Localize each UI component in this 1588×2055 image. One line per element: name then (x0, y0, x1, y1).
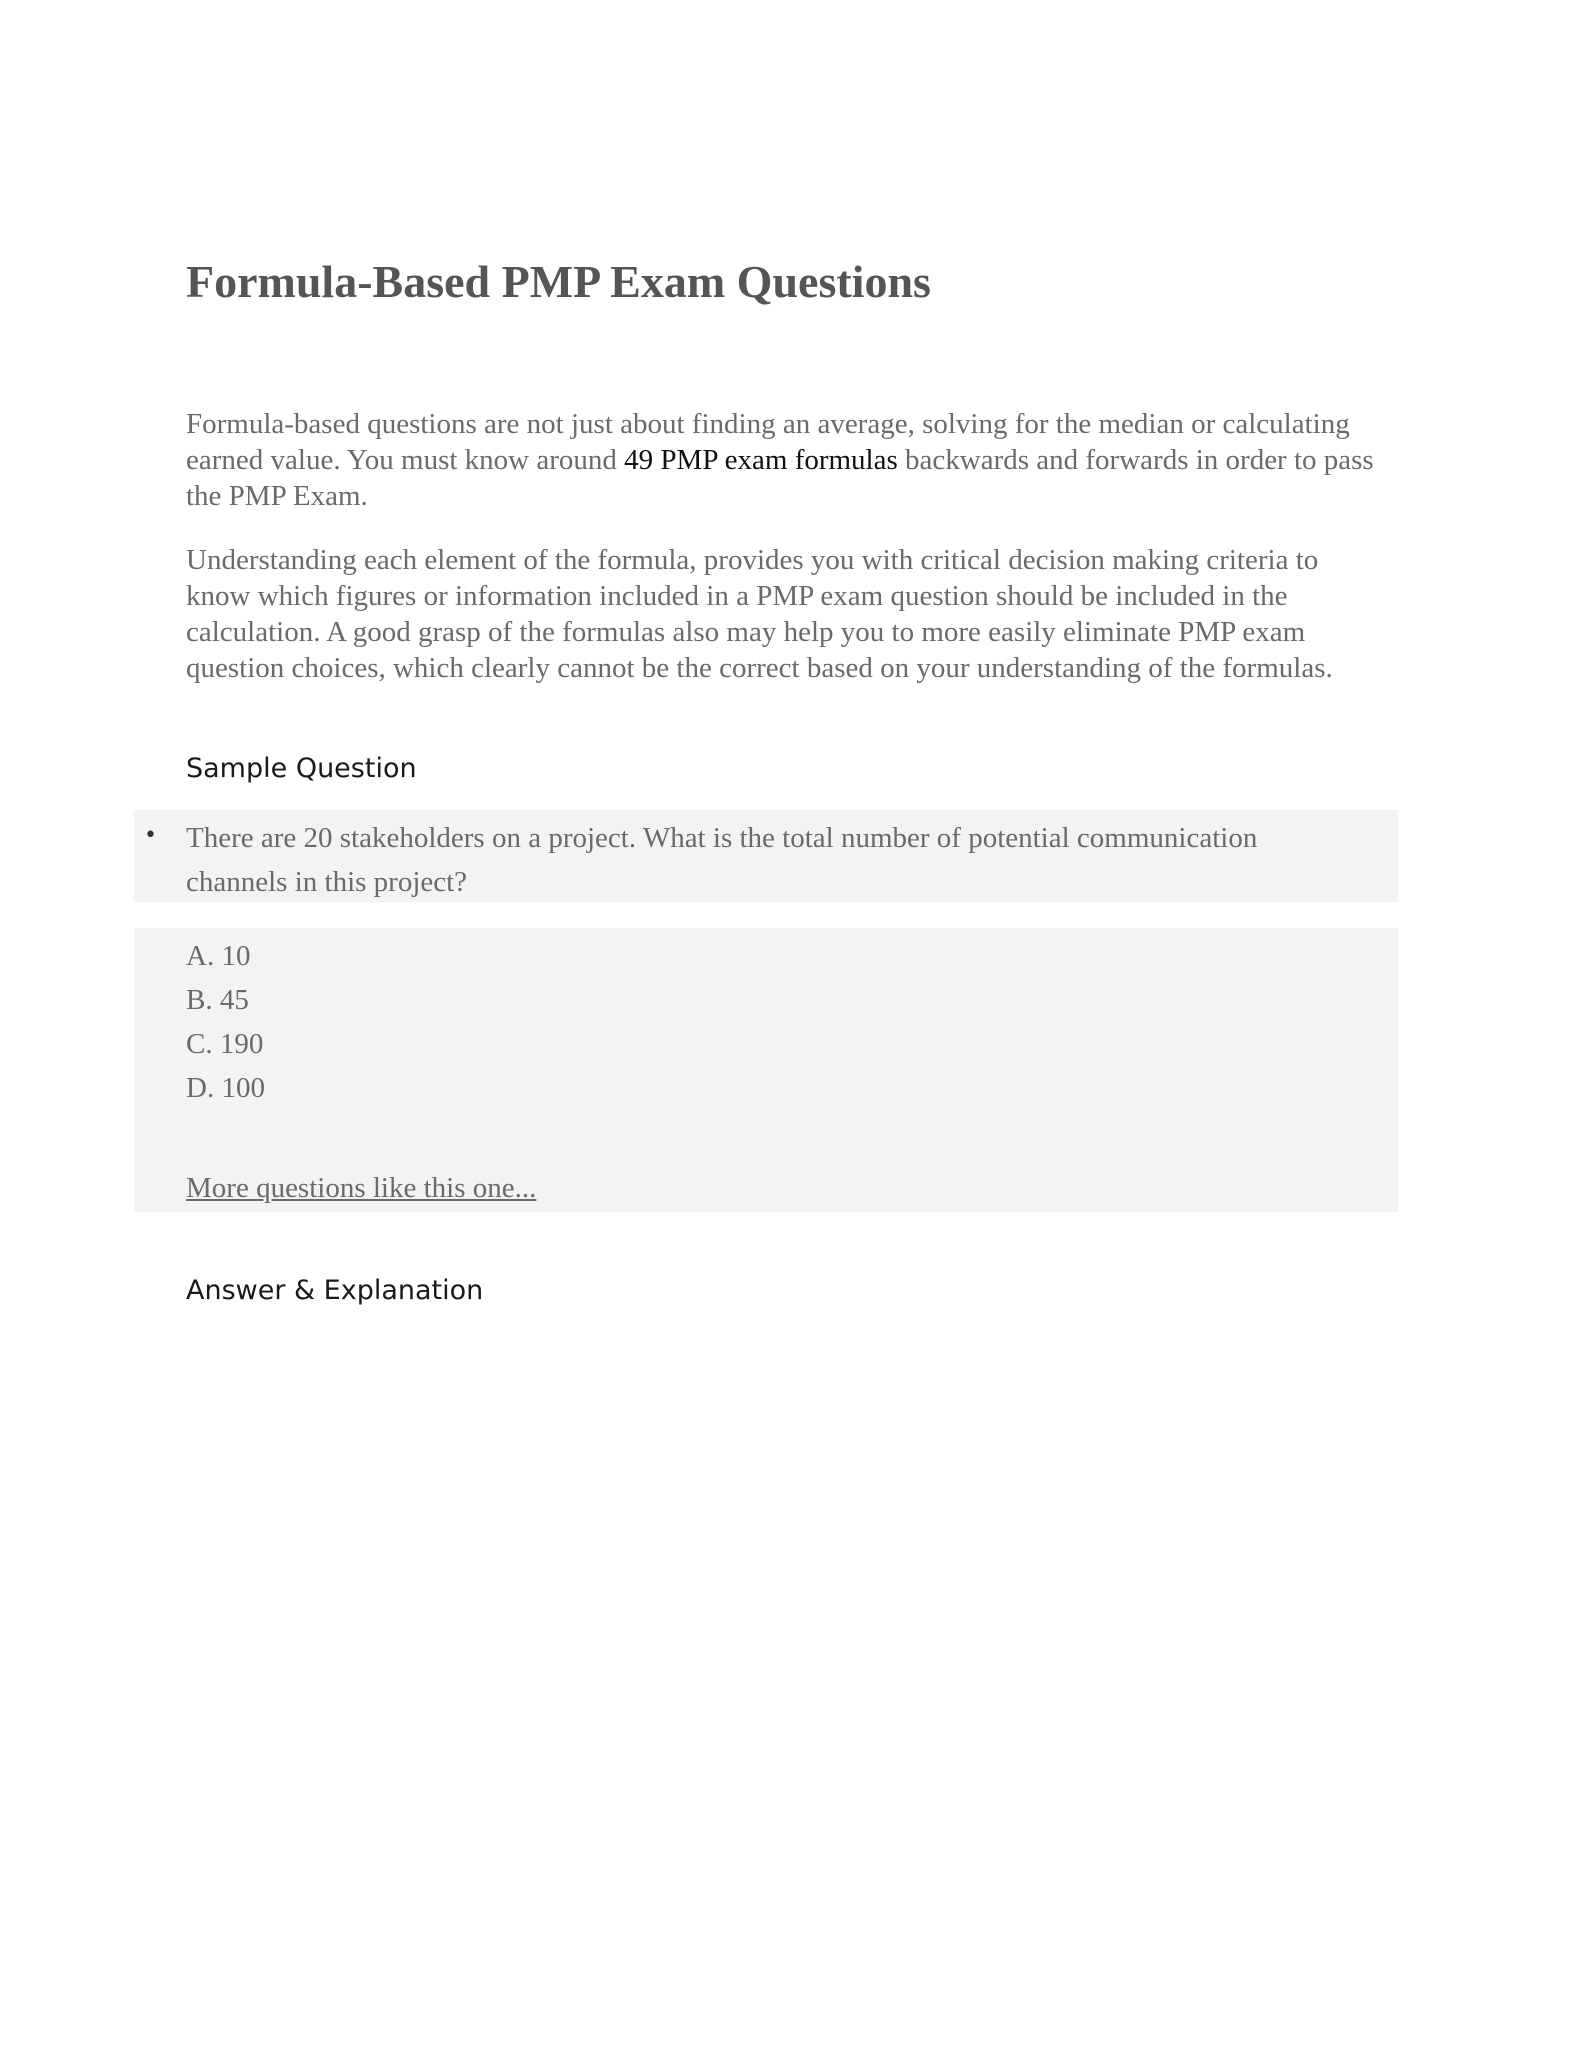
question-text: There are 20 stakeholders on a project. What is the total number of potential communication channels in this project? (186, 822, 1258, 898)
option-b: B. 45 (186, 984, 249, 1016)
pmp-formulas-link[interactable]: 49 PMP exam formulas (624, 444, 898, 476)
intro-paragraph (186, 406, 1376, 514)
answer-explanation-heading: Answer & Explanation (186, 1275, 484, 1306)
formula-understanding-paragraph: Understanding each element of the formula, provides you with critical decision making criteria to know which figures or information included in a PMP exam question should be included in the calculation. A good grasp of the formulas also may help you to more easily eliminate PMP exam question choices, which clearly cannot be the correct based on your understanding of the formulas. (186, 544, 1333, 684)
question-box (134, 810, 1398, 902)
sample-question-heading: Sample Question (186, 753, 417, 784)
option-c: C. 190 (186, 1028, 264, 1060)
bullet-icon: • (144, 823, 157, 848)
answer-options (186, 934, 265, 1110)
more-questions-link[interactable]: More questions like this one... (186, 1172, 537, 1204)
intro-text-start: Formula-based questions are not just about finding an average, solving for the median or calculating earned value. You must know around (186, 408, 1350, 476)
option-a: A. 10 (186, 940, 251, 972)
option-d: D. 100 (186, 1072, 265, 1104)
options-box (134, 928, 1398, 1212)
page-title: Formula-Based PMP Exam Questions (186, 256, 931, 307)
intro-text-end: backwards and forwards in order to pass the PMP Exam. (186, 444, 1374, 512)
